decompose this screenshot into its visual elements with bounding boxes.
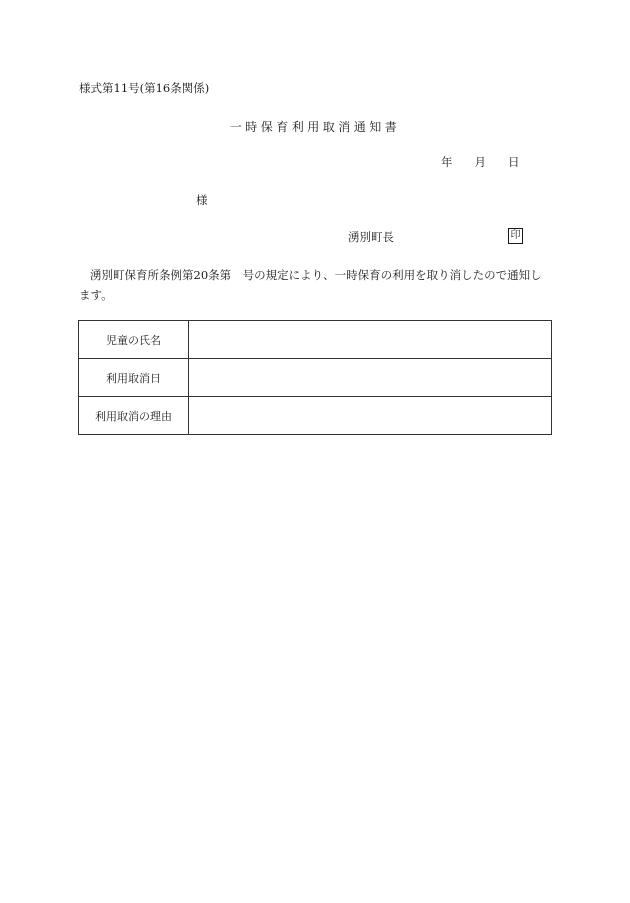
info-table: [78, 320, 552, 435]
child-name-label: 児童の氏名: [79, 321, 189, 359]
date-line: [441, 157, 520, 169]
cancel-reason-value[interactable]: [189, 397, 552, 435]
issuer-name: 湧別町長: [348, 230, 394, 244]
table-row: [79, 397, 552, 435]
day-label: 日: [508, 155, 520, 169]
table-row: [79, 321, 552, 359]
cancel-reason-label: 利用取消の理由: [79, 397, 189, 435]
body-text: 湧別町保育所条例第20条第 号の規定により、一時保育の利用を取り消したので通知します。: [79, 268, 542, 302]
addressee-suffix: 様: [196, 193, 208, 207]
month-label: 月: [474, 155, 486, 169]
form-number: 様式第11号(第16条関係): [79, 81, 210, 95]
child-name-value[interactable]: [189, 321, 552, 359]
seal-mark: 印: [508, 228, 523, 244]
document-title: 一時保育利用取消通知書: [229, 120, 401, 134]
cancel-date-value[interactable]: [189, 359, 552, 397]
cancel-date-label: 利用取消日: [79, 359, 189, 397]
table-row: [79, 359, 552, 397]
year-label: 年: [441, 155, 453, 169]
